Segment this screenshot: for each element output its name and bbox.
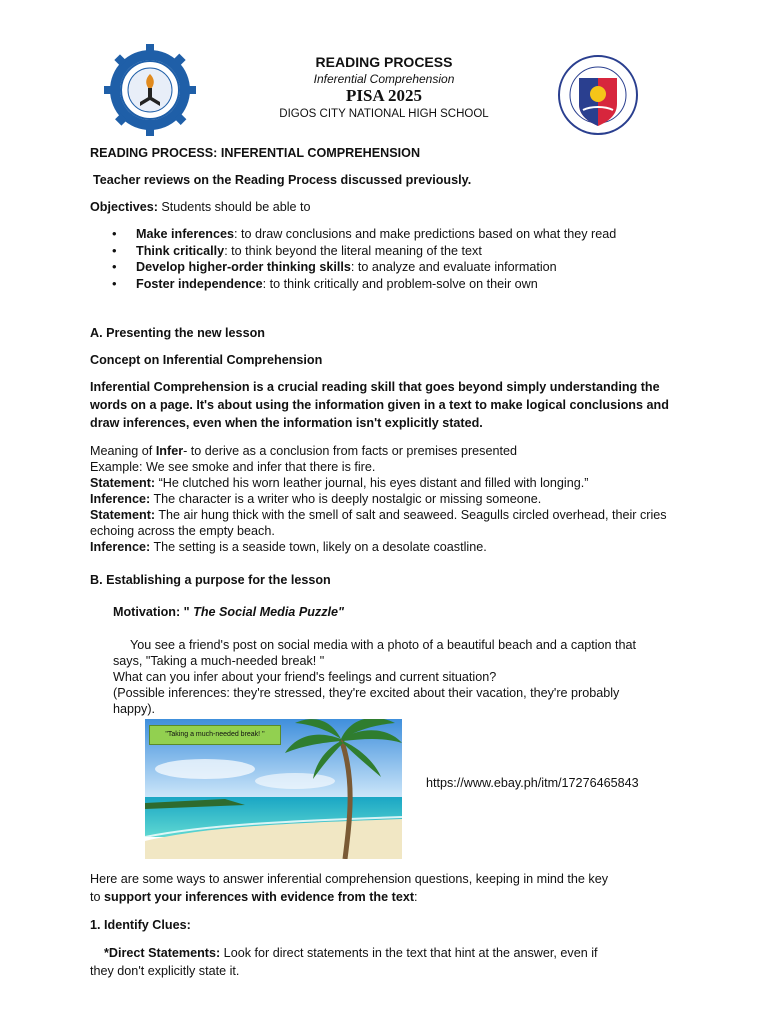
objectives-label: Objectives:: [90, 200, 158, 214]
division-seal-logo: [549, 54, 647, 136]
objective-term: Foster independence: [136, 276, 263, 291]
ways-prefix: to: [90, 890, 105, 904]
image-caption-box: "Taking a much-needed break! ": [149, 725, 281, 745]
scenario-line-1: You see a friend's post on social media with a photo of a beautiful beach and a caption that: [130, 638, 637, 652]
scenario-line-2: says, "Taking a much-needed break! ": [113, 654, 325, 668]
statement-2: [90, 507, 690, 539]
objective-item: [108, 259, 648, 276]
objective-term: Think critically: [136, 243, 225, 258]
scenario-question: What can you infer about your friend's feelings and current situation?: [113, 670, 497, 684]
image-source-link[interactable]: https://www.ebay.ph/itm/17276465843: [426, 776, 639, 790]
objective-item: [108, 226, 648, 243]
inference-text: The setting is a seaside town, likely on a desolate coastline.: [150, 540, 487, 554]
direct-statements-line: [104, 945, 676, 961]
document-heading: READING PROCESS: INFERENTIAL COMPREHENSION: [90, 146, 421, 160]
concept-paragraph: Inferential Comprehension is a crucial reading skill that goes beyond simply understanding the words on a page. It's about using the information given in a text to make logical conclusions and draw inferences, even when the information isn't explicitly stated.: [90, 380, 669, 430]
concept-heading: Concept on Inferential Comprehension: [90, 353, 323, 367]
direct-text: Look for direct statements in the text that hint at the answer, even if: [220, 946, 598, 960]
objective-text: : to think critically and problem-solve on their own: [262, 276, 538, 291]
statement-text: The air hung thick with the smell of salt and seaweed. Seagulls circled overhead, their cries echoing across the empty beach.: [90, 508, 667, 538]
ways-intro-line-1: Here are some ways to answer inferential comprehension questions, keeping in mind the key: [90, 872, 609, 886]
meaning-term: Infer: [155, 444, 184, 458]
possible-line-1: (Possible inferences: they're stressed, they're excited about their vacation, they're probably: [113, 686, 620, 700]
motivation-title: The Social Media Puzzle": [189, 605, 344, 619]
possible-line-2: happy).: [113, 702, 156, 716]
objective-term: Develop higher-order thinking skills: [136, 260, 351, 274]
section-b-title: B. Establishing a purpose for the lesson: [90, 573, 331, 587]
ways-suffix: :: [414, 890, 418, 904]
objective-item: [108, 276, 648, 293]
inference-2: [90, 539, 690, 555]
statement-1: [90, 475, 690, 491]
example-line: Example: We see smoke and infer that there is fire.: [90, 460, 376, 474]
header-title: READING PROCESS: [315, 54, 453, 70]
inference-label: Inference:: [90, 540, 151, 554]
ways-emphasis: support your inferences with evidence from the text: [104, 890, 415, 904]
objective-text: : to draw conclusions and make predictions based on what they read: [234, 227, 617, 241]
objectives-line: [90, 199, 311, 215]
inference-label: Inference:: [90, 492, 151, 506]
objectives-intro: Students should be able to: [157, 200, 311, 214]
objective-item: [108, 243, 648, 260]
objectives-list: [108, 226, 648, 292]
statement-label: Statement:: [90, 508, 156, 522]
meaning-line: [90, 443, 690, 459]
header-subtitle: Inferential Comprehension: [313, 72, 455, 86]
statement-text: “He clutched his worn leather journal, his eyes distant and filled with longing.”: [155, 476, 589, 490]
motivation-line: [113, 604, 344, 620]
meaning-block: [90, 443, 690, 555]
header-school: DIGOS CITY NATIONAL HIGH SCHOOL: [279, 108, 489, 120]
meaning-definition: - to derive as a conclusion from facts or premises presented: [183, 444, 517, 458]
school-seal-logo: [104, 44, 196, 136]
inference-text: The character is a writer who is deeply nostalgic or missing someone.: [150, 492, 542, 506]
inference-1: [90, 491, 690, 507]
objective-text: : to think beyond the literal meaning of the text: [224, 243, 482, 258]
motivation-label: Motivation: ": [113, 605, 190, 619]
step-1-heading: 1. Identify Clues:: [90, 918, 191, 932]
teacher-review: Teacher reviews on the Reading Process discussed previously.: [93, 173, 472, 187]
section-a-title: A. Presenting the new lesson: [90, 326, 265, 340]
meaning-prefix: Meaning of: [90, 444, 156, 458]
direct-label: *Direct Statements:: [104, 946, 221, 960]
objective-text: : to analyze and evaluate information: [350, 260, 557, 274]
direct-statements-line-2: they don't explicitly state it.: [90, 964, 240, 978]
ways-intro-line-2: [90, 889, 418, 905]
objective-term: Make inferences: [136, 227, 235, 241]
header-pisa: PISA 2025: [345, 86, 423, 105]
statement-label: Statement:: [90, 476, 156, 490]
